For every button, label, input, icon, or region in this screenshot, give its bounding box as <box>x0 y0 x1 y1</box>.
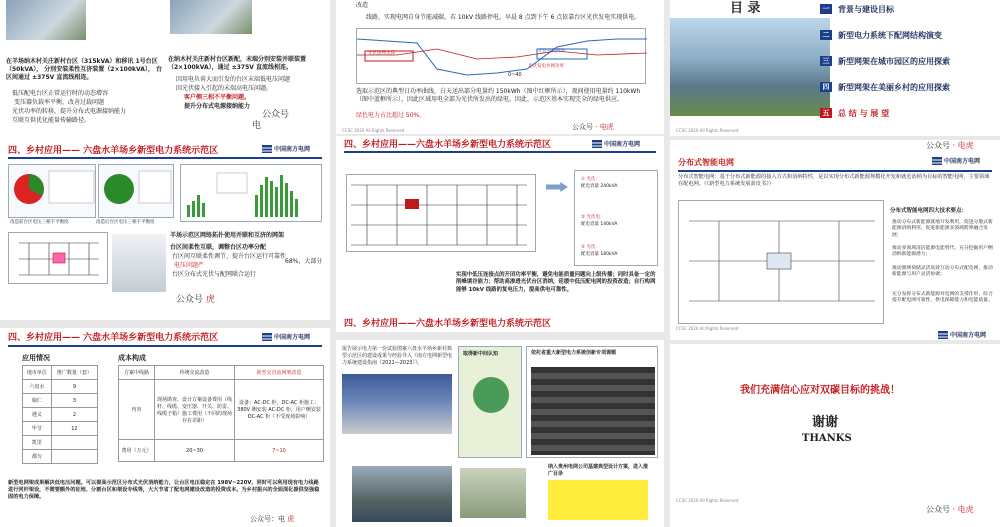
logo-mark <box>932 157 942 165</box>
slide-mid-news <box>336 340 664 527</box>
watermark: 公众号 · 电虎 <box>926 141 974 150</box>
meeting-photo <box>342 374 452 434</box>
pie-panel-left <box>8 164 96 218</box>
logo: 中国南方电网 <box>932 156 980 165</box>
logo-mark <box>262 145 272 153</box>
watermark: 公众号 虎 <box>176 295 215 305</box>
cell: 设备：AC-DC 柜、DC-AC 柜施工：380V 侧安装 AC-DC 柜，用户侧安装 DC-AC 柜（不受现场影响） <box>235 380 324 440</box>
bullet: 变压器负载率平衡，改善过载问题 <box>14 99 105 106</box>
bullet: 低压配电台区正常运行时的动态增容 <box>12 90 109 97</box>
bullet: 提升分布式电源接纳能力 <box>184 103 251 110</box>
diagram-label: ① 光伏： <box>581 177 600 182</box>
cell: 现场勘查、设计方案设备费用（线杆、线缆、变压器、开关、防雷、线缆子箱）施工费用（不同的现场 存在差距） <box>155 380 235 440</box>
result-diagram <box>574 170 658 266</box>
side-point: 推动多领域清洁能源电能替代，充分挖掘用户侧消纳新能源潜力； <box>892 246 993 258</box>
thanks-cn: 谢谢 <box>812 415 839 430</box>
slide-mid-diagram <box>336 136 664 332</box>
circuit-lines <box>347 175 537 253</box>
cell: 毕节 <box>23 422 52 436</box>
news-text: 纳入贵州电网公司基建典型设计方案，进入推广目录 <box>548 464 649 477</box>
solar-photo <box>352 466 452 522</box>
row-label: 费用（万元） <box>119 440 155 462</box>
pie-chart <box>9 165 97 219</box>
topology-note: 台区间柔性互联，调整台区功率分配 <box>170 244 267 251</box>
topology-diagram <box>8 232 108 284</box>
summary-paragraph: 新型电网架成果解决低电压问题。可以提高示范区分布式光伏消纳能力，让台区电压稳定在 198V~220V，同时可以利用现有电力线路进行同杆架设，不需要额外的征地、分割台区和架设专线等，大大节省了配电网建设改造的投资成本。为乡村振兴的全面深化提供坚强稳固的电力保障。 <box>8 480 320 501</box>
chart-caption: 改造后台区电压三相不平衡度 <box>96 220 155 225</box>
legend-label: 光伏接网支撑 <box>368 51 395 56</box>
pie-panel-right <box>98 164 174 218</box>
cell: 2 <box>51 408 97 422</box>
bullet-highlight: 客户侧三相不平衡问题。 <box>184 94 251 101</box>
power-curve-chart <box>356 28 646 84</box>
cell: 9 <box>51 380 97 394</box>
cell: 7~10 <box>235 440 324 462</box>
diagram-label: 配电容量 140kVA <box>581 222 618 227</box>
transformer-photo <box>112 234 166 292</box>
news-text: 报告展示电力第一份试验图案六盘水羊场乡新村典型示范区的建设成果与经验导入《南方电网新型电力系统建设指南（2021—2023）》。 <box>342 346 453 366</box>
cell <box>51 436 97 450</box>
doc-title: 依托省重大新型电力系统创新专项课题 <box>531 350 617 356</box>
toc-item: 四 新型网架在美丽乡村的应用探索 <box>820 82 950 92</box>
cost-table <box>118 365 324 462</box>
certificate <box>458 346 522 458</box>
pie-chart-after <box>99 165 175 219</box>
copyright: CCSC 2020 All Rights Reserved <box>676 498 739 503</box>
slide-thanks <box>670 344 1000 527</box>
slide-paragraph: 在纳木村关庄新村台区新配，末端分别安装并联装置（2×100kVA），通过 ±375V 直流线相连。 <box>168 56 307 72</box>
diagram-label: 配电容量 240kVA <box>581 184 618 189</box>
single-line-diagram <box>346 174 536 252</box>
watermark: 公众号 · 电虎 <box>572 123 614 131</box>
cell: 遵义 <box>23 408 52 422</box>
intro-paragraph: 分布式智能电网：基于分布式新能源的接入方式和消纳特性，是以实现分布式新能源规模化开发和就近消纳为目标的智能电网，主要领域在配电网。（《新型电力系统发展蓝皮书》） <box>678 174 990 188</box>
logo-mark <box>938 331 948 339</box>
side-title: 分布式智能电网四大技术要点： <box>890 208 968 214</box>
emblem-icon <box>473 377 509 413</box>
slide-paragraph: 选取示范区的典型日功率曲线，白天送出部分电量约 150kWh（图中红框所示），夜间使用电量约 110kWh（图中蓝框所示），因此区域用电全部为光伏所发出的绿电。因此，示范区基本实现完全的绿电供应。 <box>356 88 641 104</box>
topology-lines <box>9 233 109 285</box>
topology-stat: 68%，大部分 <box>285 258 323 265</box>
bullet: 因光伏接入引起的末端高电压问题。 <box>176 85 273 92</box>
watermark: 公众号 <box>262 110 290 120</box>
section-title: 四、乡村应用——六盘水羊场乡新型电力系统示范区 <box>344 140 552 150</box>
side-point: 推动源网荷储灵活高效互动分布式配电网，推动新能源与用户灵活协调； <box>892 266 993 278</box>
bullet: 互联互供优化能量传输路径。 <box>12 117 91 124</box>
arrow-icon <box>546 182 568 192</box>
diagram-label: ③ 光伏： <box>581 245 600 250</box>
topology-bullet: 台区间互联柔性调节，提升台区运行可靠性 <box>172 253 287 260</box>
topology-bullet: 台区分布式光伏与配网联合运行 <box>172 271 257 278</box>
topology-bullet: 电压问题严 <box>174 262 205 269</box>
closing-statement: 我们充满信心应对双碳目标的挑战！ <box>740 385 900 396</box>
city-photo <box>670 18 830 116</box>
side-point: 充分发挥分布式新能源对电网的支撑作用，综合提升配电网可靠性、供电保障能力和电能质量。 <box>892 292 993 304</box>
cell: 凯里 <box>23 436 52 450</box>
cell: 铜仁 <box>23 394 52 408</box>
doc-cover <box>548 480 648 520</box>
cell: 12 <box>51 422 97 436</box>
row-label: 内容 <box>119 380 155 440</box>
diagram-label: ② 光伏电： <box>581 215 605 220</box>
slide-paragraph: 在羊场纳木村关庄新村台区（315kVA）和移讯 1号台区（50kVA）， 分别安装柔性互济装置（2×100kVA）， 台区间通过 ±375V 直流线相连。 <box>6 58 162 82</box>
col-header: 方案中线路 <box>119 366 155 380</box>
substation-photo <box>6 0 86 40</box>
toc-item: 五 总 结 与 展 望 <box>820 108 889 118</box>
toc-item: 二 新型电力系统下配网结构演变 <box>820 30 942 40</box>
village-photo <box>460 468 526 518</box>
watermark: 公众号：电 虎 <box>250 515 295 523</box>
logo-mark <box>262 333 272 341</box>
doc-table <box>531 367 655 455</box>
col-header: 地市单位 <box>23 366 52 380</box>
topology-title: 羊场示范区网络拓扑使用并联和互济的网架 <box>170 232 285 239</box>
table-heading: 成本构成 <box>118 354 146 362</box>
col-header: 推广数量（套） <box>51 366 97 380</box>
project-doc <box>526 346 658 458</box>
bar-chart <box>181 165 323 223</box>
cell <box>51 450 97 464</box>
watermark: 公众号 · 电虎 <box>926 505 974 514</box>
toc-title: 目 录 <box>730 1 761 16</box>
cell: 六盘水 <box>23 380 52 394</box>
section-title: 四、乡村应用——六盘水羊场乡新型电力系统示范区 <box>344 319 552 329</box>
logo: 中国南方电网 <box>262 144 310 153</box>
thanks-en: THANKS <box>802 433 852 444</box>
slide-villages <box>0 140 330 320</box>
power-curve <box>357 29 647 85</box>
col-header: 传统交流改造 <box>155 366 235 380</box>
grid-diagram-lines <box>679 201 885 325</box>
slide-paragraph: 实现中低压连接点的开闭功率平衡，避免电能质量问题向上级传播；同时具备一定的削峰填谷能力；帮助高渗透光伏台区消纳，延缓中低压配电网的投资改造；自行构网能够 10kV 线路的复电压力，提高供电可靠性。 <box>456 272 656 293</box>
deployment-table <box>22 365 98 464</box>
cell: 都匀 <box>23 450 52 464</box>
divider <box>8 345 322 347</box>
slide-highlight: 绿色电力占比超过 50%。 <box>356 112 426 119</box>
slide-text: 改造 <box>356 2 369 9</box>
divider <box>344 151 656 153</box>
logo: 中国南方电网 <box>592 139 640 148</box>
cell: 20~30 <box>155 440 235 462</box>
bullet: 光伏功率的转移，提升分布式电源接纳能力 <box>12 108 127 115</box>
col-header: 新型交直流网架改造 <box>235 366 324 380</box>
copyright: CCSC 2020 All Rights Reserved <box>342 128 405 133</box>
legend-label: 光伏并网消纳 <box>538 49 565 54</box>
cell: 3 <box>51 394 97 408</box>
grid-diagram <box>678 200 884 324</box>
side-point: 推动分布式新能源就地开发利用，促进分散式新能源消纳利用，促进新能源多领域跨界融合发展； <box>892 220 993 238</box>
slide-distributed-grid <box>670 140 1000 340</box>
chart-caption: 改造前台区电压三相不平衡度 <box>10 220 69 225</box>
axis-label: 0~40 <box>508 72 522 78</box>
slide-table <box>0 328 330 527</box>
logo-footer: 中国南方电网 <box>938 330 986 339</box>
copyright: CCSC 2020 All Rights Reserved <box>676 326 739 331</box>
section-title: 四、乡村应用—— 六盘水羊场乡新型电力系统示范区 <box>8 146 219 156</box>
bullet: 因用电负荷大而引发的台区末端低电压问题 <box>176 76 291 83</box>
substation-photo-2 <box>170 0 252 34</box>
logo-mark <box>592 140 602 148</box>
toc-item: 三 新型网架在城市园区的应用探索 <box>820 56 950 66</box>
divider <box>678 170 992 172</box>
diagram-label: 配电容量 180kVA <box>581 252 618 257</box>
slide-mid-top <box>336 0 664 134</box>
legend-label: 光伏发电并网功率 <box>528 64 564 69</box>
copyright: CCSC 2020 All Rights Reserved <box>676 128 739 133</box>
certificate-title: 取得新中间认知 <box>463 351 499 357</box>
logo: 中国南方电网 <box>262 332 310 341</box>
toc-item: 一 背景与建设目标 <box>820 4 894 14</box>
section-title: 四、乡村应用—— 六盘水羊场乡新型电力系统示范区 <box>8 333 219 343</box>
slide-toc <box>670 0 1000 136</box>
table-heading: 应用情况 <box>22 354 50 362</box>
watermark-name: 电 <box>252 121 262 131</box>
section-title: 分布式智能电网 <box>678 158 734 167</box>
slide-text: 线路，实现电网自身节能减碳，若 10kV 线路停电，早晨 8 点到下午 6 点依靠台区光伏发电实现供电。 <box>366 14 641 21</box>
bar-chart-panel <box>180 164 322 222</box>
divider <box>8 157 322 159</box>
